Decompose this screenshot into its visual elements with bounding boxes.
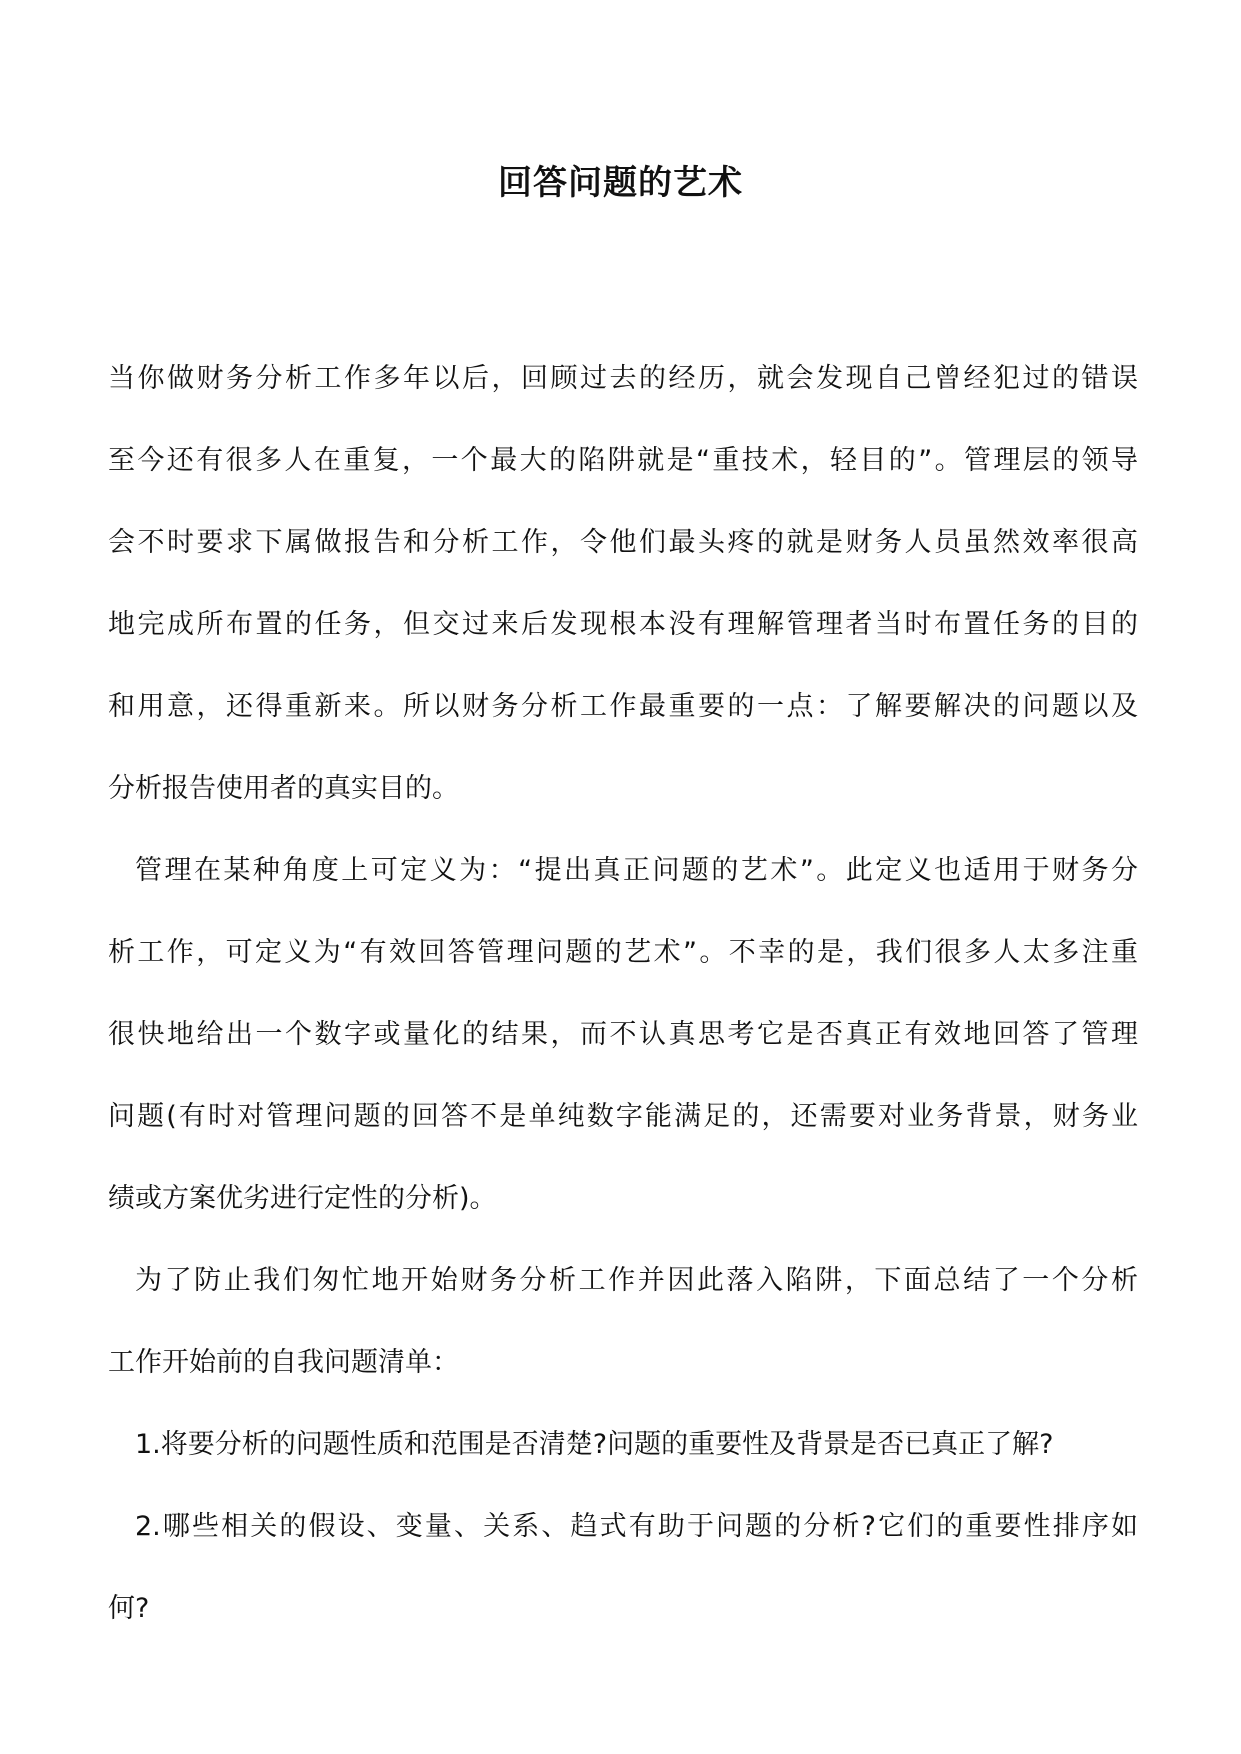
document-body bbox=[108, 338, 1138, 1650]
paragraph-2 bbox=[108, 830, 1138, 1240]
list-item-line: 何? bbox=[108, 1593, 150, 1624]
paragraph-line: 绩或方案优劣进行定性的分析)。 bbox=[108, 1183, 497, 1214]
paragraph-line: 和用意，还得重新来。所以财务分析工作最重要的一点：了解要解决的问题以及 bbox=[108, 691, 1138, 722]
paragraph-line: 至今还有很多人在重复，一个最大的陷阱就是“重技术，轻目的”。管理层的领导 bbox=[108, 445, 1138, 476]
paragraph-line: 会不时要求下属做报告和分析工作，令他们最头疼的就是财务人员虽然效率很高 bbox=[108, 527, 1138, 558]
list-item-line: 2.哪些相关的假设、变量、关系、趋式有助于问题的分析?它们的重要性排序如 bbox=[135, 1511, 1138, 1542]
paragraph-line: 很快地给出一个数字或量化的结果，而不认真思考它是否真正有效地回答了管理 bbox=[108, 1019, 1138, 1050]
document-title: 回答问题的艺术 bbox=[498, 163, 743, 203]
paragraph-line: 工作开始前的自我问题清单： bbox=[108, 1347, 459, 1378]
paragraph-line: 分析报告使用者的真实目的。 bbox=[108, 773, 459, 804]
paragraph-line: 地完成所布置的任务，但交过来后发现根本没有理解管理者当时布置任务的目的 bbox=[108, 609, 1138, 640]
question-list bbox=[108, 1404, 1138, 1650]
paragraph-line: 当你做财务分析工作多年以后，回顾过去的经历，就会发现自己曾经犯过的错误 bbox=[108, 363, 1138, 394]
list-item bbox=[108, 1486, 1138, 1650]
paragraph-3 bbox=[108, 1240, 1138, 1404]
list-item-line: 1.将要分析的问题性质和范围是否清楚?问题的重要性及背景是否已真正了解? bbox=[135, 1429, 1054, 1460]
paragraph-line: 问题(有时对管理问题的回答不是单纯数字能满足的，还需要对业务背景，财务业 bbox=[108, 1101, 1138, 1132]
paragraph-line: 为了防止我们匆忙地开始财务分析工作并因此落入陷阱，下面总结了一个分析 bbox=[135, 1265, 1138, 1296]
paragraph-1 bbox=[108, 338, 1138, 830]
list-item bbox=[108, 1404, 1138, 1486]
paragraph-line: 管理在某种角度上可定义为：“提出真正问题的艺术”。此定义也适用于财务分 bbox=[135, 855, 1138, 886]
paragraph-line: 析工作，可定义为“有效回答管理问题的艺术”。不幸的是，我们很多人太多注重 bbox=[108, 937, 1138, 968]
